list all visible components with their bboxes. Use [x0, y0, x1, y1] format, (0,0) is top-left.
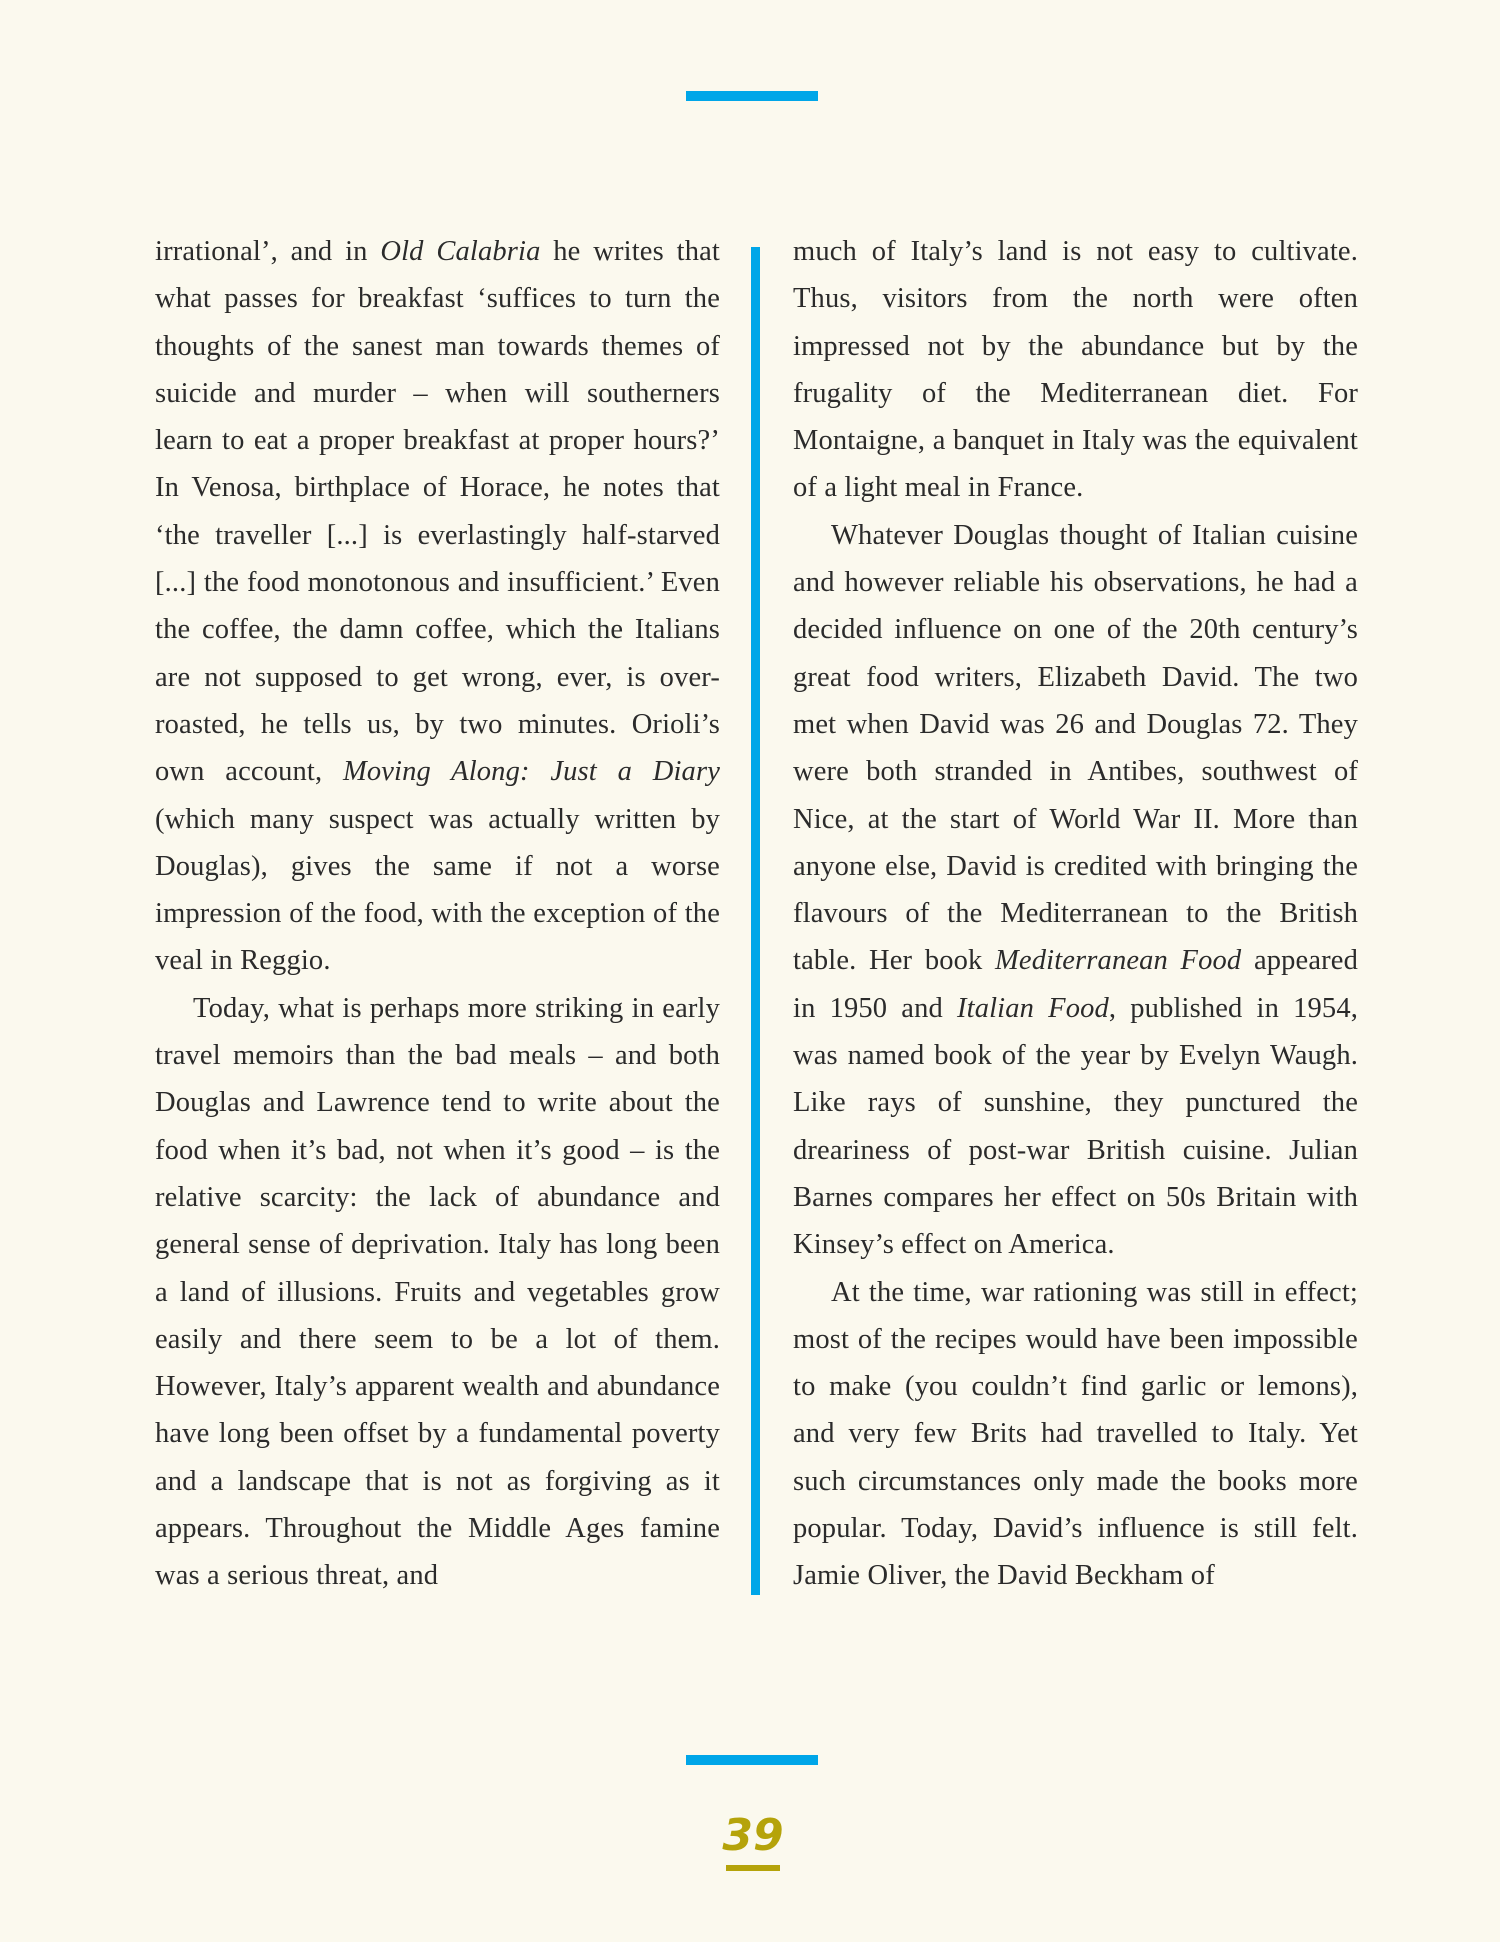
- page-number-underline: [726, 1865, 780, 1871]
- book-title-italian-food: Italian Food: [956, 992, 1109, 1024]
- left-text-column: [155, 228, 720, 1600]
- right-paragraph-3: At the time, war rationing was still in effect; most of the recipes would have been impossible to make (you couldn’t find garlic or lemons), and very few Brits had travelled to Italy. Yet such circumstances only made the books more popular. Today, David’s influence is still felt. Jamie Oliver, the David Beckham of: [793, 1276, 1358, 1592]
- column-divider-rule: [751, 247, 760, 1595]
- left-paragraph-2: Today, what is perhaps more striking in early travel memoirs than the bad meals – and both Douglas and Lawrence tend to write about the food when it’s bad, not when it’s good – is the relative scarcity: the lack of abundance and general sense of deprivation. Italy has long been a land of illusions. Fruits and vegetables grow easily and there seem to be a lot of them. However, Italy’s apparent wealth and abundance have long been offset by a fundamental poverty and a landscape that is not as forgiving as it appears. Throughout the Middle Ages famine was a serious threat, and: [155, 992, 720, 1592]
- right-paragraph-2: Whatever Douglas thought of Italian cuisine and however reliable his observations, he had a decided influence on one of the 20th century’s great food writers, Elizabeth David. The two met when David was 26 and Douglas 72. They were both stranded in Antibes, southwest of Nice, at the start of World War II. More than anyone else, David is credited with bringing the flavours of the Mediterranean to the British table. Her book Mediterranean Food appeared in 1950 and Italian Food, published in 1954, was named book of the year by Evelyn Waugh. Like rays of sunshine, they punctured the dreariness of post-war British cuisine. Julian Barnes compares her effect on 50s Britain with Kinsey’s effect on America.: [793, 519, 1358, 1261]
- bottom-accent-rule: [686, 1755, 818, 1765]
- right-text-column: [793, 228, 1358, 1600]
- book-title-moving-along: Moving Along: Just a Diary: [342, 756, 720, 788]
- book-title-old-calabria: Old Calabria: [380, 236, 541, 267]
- right-paragraph-1: much of Italy’s land is not easy to cultivate. Thus, visitors from the north were often impressed not by the abundance but by the frugality of the Mediterranean diet. For Montaigne, a banquet in Italy was the equivalent of a light meal in France.: [793, 236, 1358, 504]
- page-number: 39: [722, 1810, 784, 1861]
- left-paragraph-1: irrational’, and in Old Calabria he writes that what passes for breakfast ‘suffices to turn the thoughts of the sanest man towards themes of suicide and murder – when will southerners learn to eat a proper breakfast at proper hours?’ In Venosa, birthplace of Horace, he notes that ‘the traveller [...] is everlastingly half-starved [...] the food monotonous and insufficient.’ Even the coffee, the damn coffee, which the Italians are not supposed to get wrong, ever, is over-roasted, he tells us, by two minutes. Orioli’s own account, Moving Along: Just a Diary (which many suspect was actually written by Douglas), gives the same if not a worse impression of the food, with the exception of the veal in Reggio.: [155, 236, 720, 977]
- book-title-mediterranean-food: Mediterranean Food: [995, 945, 1242, 977]
- top-accent-rule: [686, 91, 818, 101]
